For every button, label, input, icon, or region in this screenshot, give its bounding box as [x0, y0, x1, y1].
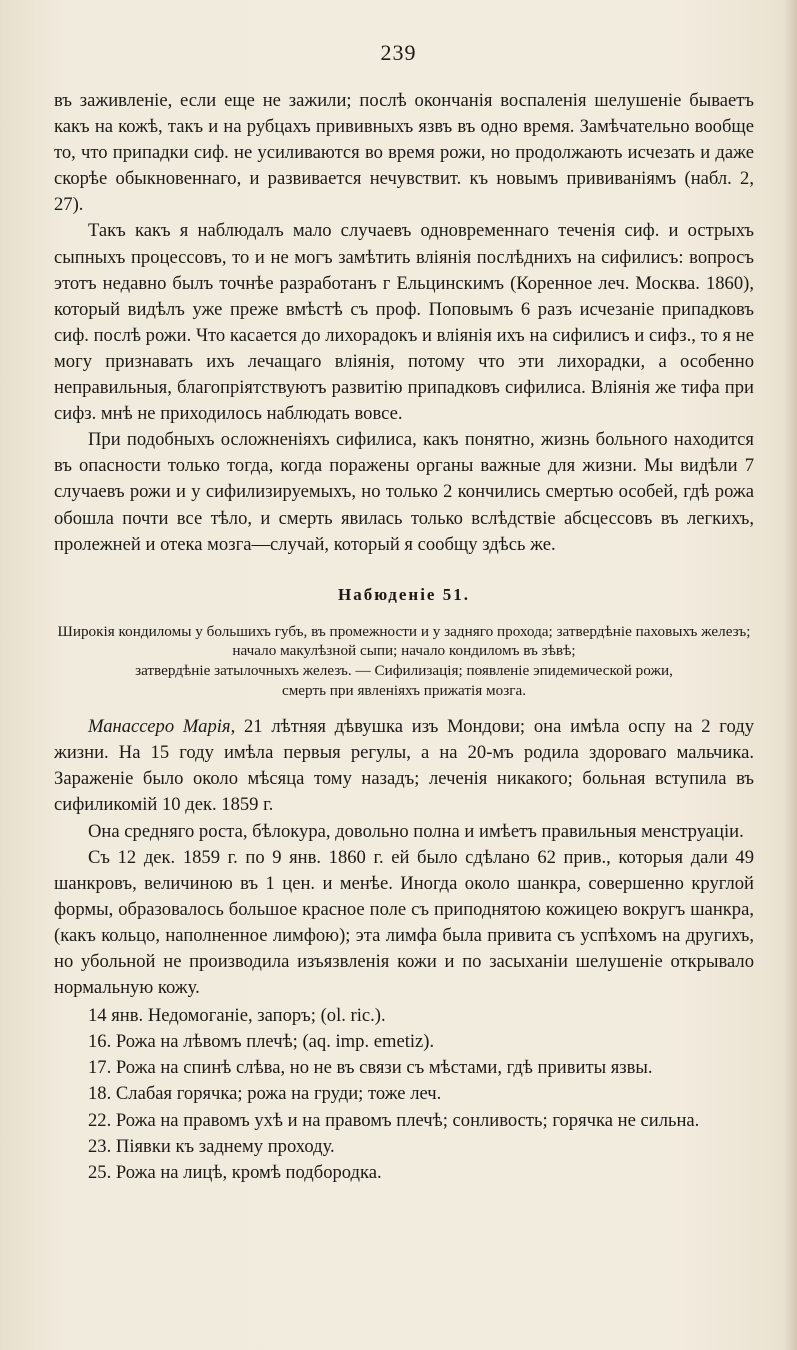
paragraph-top-2: Такъ какъ я наблюдалъ мало случаевъ одновременнаго теченія сиф. и острыхъ сыпныхъ процессовъ, то и не могъ замѣтить вліянія послѣднихъ на сифилисъ: вопросъ этотъ недавно былъ точнѣе разработанъ г Ельцинскимъ (Коренное леч. Москва. 1860), который видѣлъ уже преже вмѣстѣ съ проф. Поповымъ 6 разъ исчезаніе припадковъ сиф. послѣ рожи. Что касается до лихорадокъ и вліянія ихъ на сифилисъ и сифз., то я не могу признавать ихъ лечащаго вліянія, потому что эти лихорадки, а особенно неправильныя, благопріятствуютъ развитію припадковъ сифилиса. Вліянія же тифа при сифз. мнѣ не приходилось наблюдать вовсе.: [54, 220, 754, 425]
daily-entries: [54, 1003, 754, 1186]
patient-name: Манассеро Марія: [88, 716, 231, 738]
paragraph-top-1: въ заживленіе, если еще не зажили; послѣ окончанія воспаленія шелушеніе бываетъ какъ на кожѣ, такъ и на рубцахъ прививныхъ язвъ въ одно время. Замѣчательно вообще то, что припадки сиф. не усиливаются во время рожи, но продолжають исчезать и даже скорѣе обыкновеннаго, и развивается нечувствит. къ новымъ прививаніямъ (набл. 2, 27).: [54, 90, 754, 216]
entry-17: 17. Рожа на спинѣ слѣва, но не въ связи съ мѣстами, гдѣ привиты язвы.: [88, 1057, 653, 1079]
entry-14: 14 янв. Недомоганіе, запоръ; (ol. ric.).: [88, 1005, 386, 1027]
page-number: 239: [380, 40, 417, 65]
entry-22: 22. Рожа на правомъ ухѣ и на правомъ плечѣ; сонливость; горячка не сильна.: [88, 1109, 700, 1131]
entry-25: 25. Рожа на лицѣ, кромѣ подбородка.: [88, 1161, 382, 1183]
entry-23: 23. Піявки къ заднему проходу.: [88, 1135, 335, 1157]
case-paragraph-3: Съ 12 дек. 1859 г. по 9 янв. 1860 г. ей было сдѣлано 62 прив., которыя дали 49 шанкровъ, величиною въ 1 цен. и менѣе. Иногда около шанкра, совершенно круглой формы, образовалось большое красное поле съ приподнятою кожицею вокругъ шанкра, (какъ кольцо, наполненное лимфою); эта лимфа была привита съ успѣхомъ на другихъ, но убольной не производила изъязвленія кожи и по засыханіи шелушеніе открывало нормальную кожу.: [54, 846, 754, 999]
summary-line-3: смерть при явленіяхъ прижатія мозга.: [281, 681, 527, 699]
observation-summary: [54, 622, 754, 700]
page-edge-shadow: [783, 0, 797, 1350]
page-body: [54, 88, 754, 1186]
paragraph-top-3: При подобныхъ осложненіяхъ сифилиса, какъ понятно, жизнь больного находится въ опасности только тогда, когда поражены органы важные для жизни. Мы видѣли 7 случаевъ рожи и у сифилизируемыхъ, но только 2 кончились смертью особей, гдѣ рожа обошла почти все тѣло, и смерть явилась только вслѣдствіе абсцессовъ въ легкихъ, пролежней и отека мозга—случай, который я сообщу здѣсь же.: [54, 429, 754, 555]
observation-title: Набюденіе 51.: [338, 584, 470, 604]
entry-16: 16. Рожа на лѣвомъ плечѣ; (aq. imp. emetiz).: [88, 1031, 435, 1053]
entry-18: 18. Слабая горячка; рожа на груди; тоже леч.: [88, 1083, 442, 1105]
summary-line-2: затвердѣніе затылочныхъ железъ. — Сифилизація; появленіе эпидемической рожи,: [135, 661, 673, 679]
summary-line-1: Широкія кондиломы у большихъ губъ, въ промежности и у задняго прохода; затвердѣніе паховыхъ железъ; начало макулѣзной сыпи; начало кондиломъ въ зѣвѣ;: [57, 622, 751, 660]
case-paragraph-2: Она средняго роста, бѣлокура, довольно полна и имѣетъ правильныя менструаціи.: [88, 820, 744, 842]
case-paragraph-1: Манассеро Марія, 21 лѣтняя дѣвушка изъ Мондови; она имѣла оспу на 2 году жизни. На 15 году имѣла первыя регулы, а на 20-мъ родила здороваго мальчика. Зараженіе было около мѣсяца тому назадъ; леченія никакого; больная вступила въ сифиликомій 10 дек. 1859 г.: [54, 716, 754, 816]
